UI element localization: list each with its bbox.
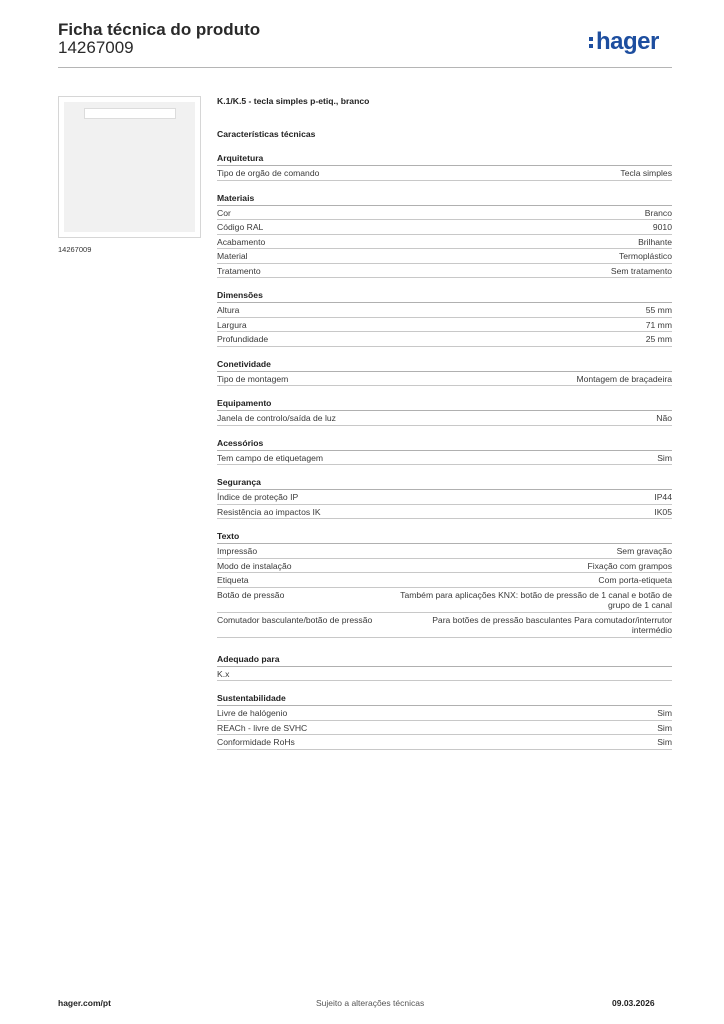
spec-group xyxy=(217,653,672,682)
spec-row xyxy=(217,544,672,559)
section-title: Características técnicas xyxy=(217,129,316,139)
spec-row xyxy=(217,573,672,588)
spec-row xyxy=(217,505,672,520)
footer-website[interactable]: hager.com/pt xyxy=(58,998,111,1008)
spec-value: Sem tratamento xyxy=(610,265,672,276)
spec-group xyxy=(217,692,672,750)
spec-value: 55 mm xyxy=(645,305,672,315)
spec-label: Conformidade RoHs xyxy=(217,737,295,747)
spec-value: Brilhante xyxy=(638,236,672,247)
spec-group-title: Equipamento xyxy=(217,397,672,411)
page-title: Ficha técnica do produto xyxy=(58,20,261,39)
spec-row xyxy=(217,735,672,750)
spec-group xyxy=(217,192,672,279)
spec-row xyxy=(217,235,672,250)
spec-row xyxy=(217,706,672,721)
spec-group xyxy=(217,397,672,426)
spec-value: 71 mm xyxy=(645,319,672,330)
switch-cover-image xyxy=(64,102,195,232)
spec-group-title: Acessórios xyxy=(217,437,672,451)
spec-value: Fixação com grampos xyxy=(587,560,672,571)
spec-groups xyxy=(217,152,672,750)
spec-content xyxy=(217,95,672,761)
spec-row xyxy=(217,372,672,387)
header-divider xyxy=(58,67,672,68)
spec-value: 25 mm xyxy=(645,334,672,344)
spec-value: Branco xyxy=(644,207,672,218)
spec-value: Sim xyxy=(657,722,672,733)
spec-row xyxy=(217,220,672,235)
spec-value: Sim xyxy=(657,452,672,463)
spec-value: Não xyxy=(656,413,672,423)
spec-label: Material xyxy=(217,251,248,261)
spec-group xyxy=(217,152,672,181)
spec-group-title: Conetividade xyxy=(217,358,672,372)
image-caption: 14267009 xyxy=(58,245,92,254)
spec-value: 9010 xyxy=(652,222,672,232)
spec-row xyxy=(217,411,672,426)
spec-row xyxy=(217,249,672,264)
spec-group-title: Materiais xyxy=(217,192,672,206)
spec-group-title: Arquitetura xyxy=(217,152,672,166)
spec-label: Índice de proteção IP xyxy=(217,492,299,502)
spec-label: Cor xyxy=(217,207,231,218)
spec-row xyxy=(217,667,672,682)
spec-group xyxy=(217,358,672,387)
spec-group xyxy=(217,476,672,519)
spec-value: IP44 xyxy=(654,492,672,502)
spec-row xyxy=(217,264,672,279)
spec-label: Botão de pressão xyxy=(217,589,285,600)
spec-label: Tem campo de etiquetagem xyxy=(217,452,324,463)
spec-row xyxy=(217,721,672,736)
spec-label: Largura xyxy=(217,319,247,330)
spec-label: Código RAL xyxy=(217,222,264,232)
spec-value: Para botões de pressão basculantes Para comutador/interrutor intermédio xyxy=(432,614,672,635)
spec-label: Profundidade xyxy=(217,334,269,344)
spec-value: Montagem de braçadeira xyxy=(576,373,672,384)
spec-row xyxy=(217,451,672,466)
spec-value: IK05 xyxy=(654,506,672,517)
spec-label: K.x xyxy=(217,668,230,679)
spec-group-title: Segurança xyxy=(217,476,672,490)
spec-row xyxy=(217,490,672,505)
spec-label: Tipo de montagem xyxy=(217,373,289,384)
spec-value: Tecla simples xyxy=(620,168,672,178)
label-window xyxy=(84,108,176,119)
spec-row xyxy=(217,206,672,221)
spec-row xyxy=(217,559,672,574)
hager-logo[interactable] xyxy=(589,28,659,56)
footer-date: 09.03.2026 xyxy=(612,998,655,1008)
spec-value: Também para aplicações KNX: botão de pressão de 1 canal e botão de grupo de 1 canal xyxy=(400,589,672,610)
spec-group-title: Adequado para xyxy=(217,653,672,667)
product-title: K.1/K.5 - tecla simples p-etiq., branco xyxy=(217,96,370,106)
spec-label: Modo de instalação xyxy=(217,560,292,571)
spec-label: Altura xyxy=(217,305,240,315)
footer-notice: Sujeito a alterações técnicas xyxy=(316,998,425,1008)
spec-row xyxy=(217,166,672,181)
spec-row xyxy=(217,318,672,333)
spec-group xyxy=(217,530,672,638)
logo-text: hager xyxy=(596,28,659,55)
spec-label: Etiqueta xyxy=(217,575,249,585)
spec-label: Impressão xyxy=(217,546,258,556)
spec-group-title: Sustentabilidade xyxy=(217,692,672,706)
spec-group-title: Dimensões xyxy=(217,289,672,303)
spec-label: Comutador basculante/botão de pressão xyxy=(217,614,373,625)
spec-label: Tipo de orgão de comando xyxy=(217,168,320,178)
logo-dots-icon xyxy=(589,34,594,51)
spec-group xyxy=(217,437,672,466)
spec-label: REACh - livre de SVHC xyxy=(217,722,308,733)
spec-group xyxy=(217,289,672,347)
spec-label: Tratamento xyxy=(217,265,261,276)
product-image xyxy=(58,96,201,238)
spec-value: Termoplástico xyxy=(618,251,672,261)
spec-label: Acabamento xyxy=(217,236,266,247)
spec-label: Janela de controlo/saída de luz xyxy=(217,413,336,423)
spec-row xyxy=(217,303,672,318)
spec-group-title: Texto xyxy=(217,530,672,544)
spec-value: Sim xyxy=(657,708,672,718)
spec-row xyxy=(217,588,672,613)
spec-row xyxy=(217,613,672,638)
spec-value: Sim xyxy=(657,737,672,747)
spec-row xyxy=(217,332,672,347)
spec-label: Livre de halógenio xyxy=(217,708,288,718)
spec-value: Sem gravação xyxy=(616,546,672,556)
product-number: 14267009 xyxy=(58,38,134,57)
spec-value: Com porta-etiqueta xyxy=(598,575,672,585)
spec-label: Resistência ao impactos IK xyxy=(217,506,321,517)
